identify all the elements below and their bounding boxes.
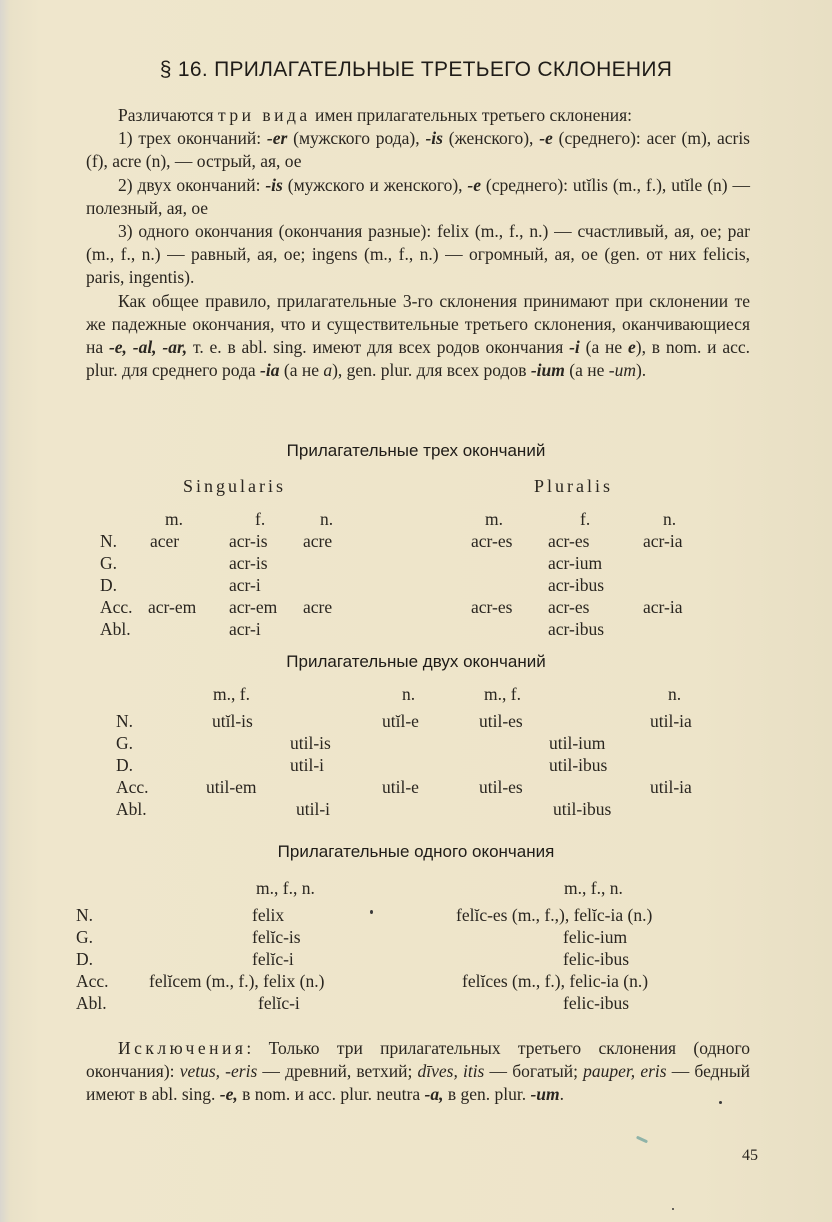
table-one-heading: Прилагательные одного окончания: [277, 842, 555, 861]
form-cell: util-em: [206, 777, 257, 797]
intro-paragraph: Различаются три вида имен прилагательных третьего склонения:: [118, 105, 632, 125]
exceptions-text: [86, 1037, 750, 1107]
case-label: D.: [116, 755, 134, 775]
form-cell: util-i: [290, 755, 325, 775]
form-cell: acr-ia: [643, 531, 683, 551]
table-three-heading: Прилагательные трех окончаний: [286, 441, 546, 460]
table-two-heading: Прилагательные двух окончаний: [286, 652, 546, 671]
form-cell: acr-em: [148, 597, 197, 617]
form-cell: util-ibus: [553, 799, 612, 819]
form-cell: acr-ibus: [548, 619, 605, 639]
form-cell: felic-ibus: [563, 993, 630, 1013]
gender-header: m., f.: [484, 684, 521, 704]
form-cell: util-ia: [650, 777, 692, 797]
case-label: D.: [76, 949, 94, 969]
form-cell: util-es: [479, 711, 523, 731]
form-cell: acr-ibus: [548, 575, 605, 595]
case-label: D.: [100, 575, 118, 595]
case-label: G.: [116, 733, 134, 753]
form-cell: acer: [150, 531, 180, 551]
form-cell: util-is: [290, 733, 331, 753]
case-label: N.: [116, 711, 134, 731]
form-cell: acr-i: [229, 619, 261, 639]
gender-header: n.: [320, 509, 334, 529]
form-cell: util-es: [479, 777, 523, 797]
form-cell: util-ium: [549, 733, 606, 753]
case-label: N.: [76, 905, 94, 925]
case-label: Abl.: [116, 799, 147, 819]
gender-header: n.: [668, 684, 682, 704]
form-cell: felĭc-i: [258, 993, 300, 1013]
gender-header: n.: [663, 509, 677, 529]
form-cell: felic-ium: [563, 927, 628, 947]
form-cell: felĭc-is: [252, 927, 301, 947]
gender-header: f.: [255, 509, 266, 529]
page-number: 45: [742, 1147, 758, 1164]
gender-header: f.: [580, 509, 591, 529]
form-cell: acr-es: [548, 531, 590, 551]
form-cell: acr-es: [471, 597, 513, 617]
form-cell: felĭcem (m., f.), felix (n.): [149, 971, 325, 991]
scan-speck: [672, 1208, 674, 1210]
gender-header: m.: [165, 509, 183, 529]
scan-mark: [636, 1136, 648, 1144]
gender-header: m., f.: [213, 684, 250, 704]
general-rule: Как общее правило, прилагательные 3-го склонения принимают при склонении те же падежные окончания, что и существительные третьего склонения, оканчивающиеся на -e, -al, -ar, т. е. в abl. sing. имеют для всех родов окончания -i (а не e), в nom. и acc. plur. для среднего рода -ia (а не a), gen. plur. для всех родов -ium (а не -um).: [86, 290, 750, 381]
form-cell: acre: [303, 531, 333, 551]
scan-speck: [719, 1101, 722, 1104]
case-label: Abl.: [100, 619, 131, 639]
plural-label: Pluralis: [534, 476, 614, 496]
gender-header: m., f., n.: [256, 878, 315, 898]
form-cell: felĭc-es (m., f.,), felĭc-ia (n.): [456, 905, 653, 925]
form-cell: util-i: [296, 799, 331, 819]
form-cell: felĭces (m., f.), felic-ia (n.): [462, 971, 649, 991]
case-label: N.: [100, 531, 118, 551]
form-cell: acr-em: [229, 597, 278, 617]
singular-label: Singularis: [183, 476, 287, 496]
form-cell: felix: [252, 905, 285, 925]
intro-text: [86, 104, 750, 382]
item-two-endings: 2) двух окончаний: -is (мужского и женского), -e (среднего): utĭlis (m., f.), utĭle (n) — полезный, ая, ое: [86, 174, 750, 218]
form-cell: util-ibus: [549, 755, 608, 775]
form-cell: acr-ium: [548, 553, 603, 573]
form-cell: acre: [303, 597, 333, 617]
form-cell: felĭc-i: [252, 949, 294, 969]
case-label: G.: [76, 927, 94, 947]
section-title: § 16. ПРИЛАГАТЕЛЬНЫЕ ТРЕТЬЕГО СКЛОНЕНИЯ: [159, 58, 673, 81]
form-cell: acr-is: [229, 553, 268, 573]
case-label: Acc.: [116, 777, 149, 797]
case-label: Abl.: [76, 993, 107, 1013]
case-label: G.: [100, 553, 118, 573]
form-cell: felic-ibus: [563, 949, 630, 969]
gender-header: m.: [485, 509, 503, 529]
gender-header: n.: [402, 684, 416, 704]
form-cell: acr-es: [471, 531, 513, 551]
gender-header: m., f., n.: [564, 878, 623, 898]
exceptions-paragraph: Исключения: Только три прилагательных третьего склонения (одного окончания): vetus, -eris — древний, ветхий; dīves, itis — богатый; pauper, eris — бедный имеют в abl. sing. -e, в nom. и acc. plur. neutra -a, в gen. plur. -um.: [86, 1038, 750, 1105]
form-cell: acr-ia: [643, 597, 683, 617]
form-cell: utĭl-e: [382, 711, 419, 731]
form-cell: acr-is: [229, 531, 268, 551]
form-cell: utĭl-is: [212, 711, 253, 731]
case-label: Acc.: [76, 971, 109, 991]
form-cell: util-e: [382, 777, 419, 797]
item-one-ending: 3) одного окончания (окончания разные): felix (m., f., n.) — счастливый, ая, ое; par (m., f., n.) — равный, ая, ое; ingens (m., f., n.) — огромный, ая, ое (gen. от них felicis, paris, ingentis).: [86, 221, 750, 288]
scan-speck: [370, 910, 373, 914]
form-cell: acr-es: [548, 597, 590, 617]
form-cell: acr-i: [229, 575, 261, 595]
item-three-endings: 1) трех окончаний: -er (мужского рода), -is (женского), -e (среднего): acer (m), acris (f), acre (n), — острый, ая, ое: [86, 128, 750, 172]
form-cell: util-ia: [650, 711, 692, 731]
case-label: Acc.: [100, 597, 133, 617]
